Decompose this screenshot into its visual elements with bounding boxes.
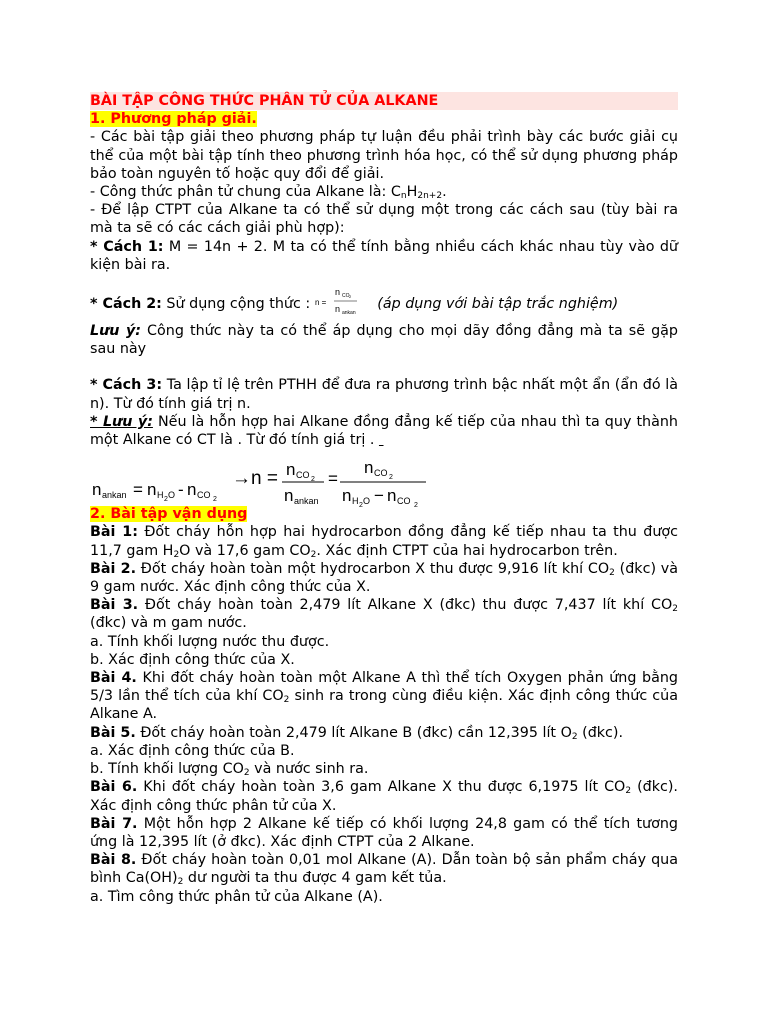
svg-text:-: -	[178, 480, 184, 500]
svg-text:n: n	[187, 480, 197, 500]
svg-text:2: 2	[389, 474, 393, 482]
section-heading-method: 1. Phương pháp giải.	[90, 111, 257, 128]
svg-text:2: 2	[359, 502, 363, 508]
method-paragraph-3: - Để lập CTPT của Alkane ta có thể sử dụng một trong các cách sau (tùy bài ra mà ta sẽ có các cách giải phù hợp):	[90, 202, 678, 237]
method-paragraph-2: - Công thức phân tử chung của Alkane là: $C_nH_{2n+2}$.	[90, 184, 447, 202]
note-2: * Lưu ý: Nếu là hỗn hợp hai Alkane đồng đẳng kế tiếp của nhau thì ta quy thành một Alkane có CT là . Từ đó tính giá trị .	[90, 413, 678, 449]
svg-text:CO: CO	[296, 470, 310, 481]
exercise-8: Bài 8. Đốt cháy hoàn toàn 0,01 mol Alkane (A). Dẫn toàn bộ sản phẩm cháy qua bình $Ca(OH)_2$ dư người ta thu được 4 gam kết tủa.	[90, 852, 678, 888]
svg-text:n: n	[147, 480, 157, 500]
document-content	[90, 92, 678, 906]
exercise-1: Bài 1: Đốt cháy hỗn hợp hai hydrocarbon đồng đẳng kế tiếp nhau ta thu được 11,7 gam $H_2O$ và 17,6 gam $CO_2$. Xác định CTPT của hai hydrocarbon trên.	[90, 524, 678, 560]
small-formula	[315, 286, 373, 322]
svg-text:n: n	[364, 458, 374, 478]
svg-text:n: n	[284, 486, 294, 506]
exercise-2: Bài 2. Đốt cháy hoàn toàn một hydrocarbon X thu được 9,916 lít khí $CO_2$ (đkc) và 9 gam nước. Xác định công thức của X.	[90, 560, 679, 596]
svg-text:n: n	[286, 460, 296, 480]
svg-text:n: n	[334, 287, 340, 298]
exercise-5a: a. Xác định công thức của B.	[90, 742, 295, 759]
method-way-2: * Cách 2: Sử dụng cộng thức : n = n CO 2 n ankan (áp dụng với bài tập trắc nghiệm)	[90, 286, 678, 322]
exercise-3a: a. Tính khối lượng nước thu được.	[90, 633, 330, 650]
svg-text:O: O	[363, 496, 371, 507]
svg-text:−: −	[374, 486, 384, 506]
exercise-6: Bài 6. Khi đốt cháy hoàn toàn 3,6 gam Alkane X thu được 6,1975 lít $CO_2$ (đkc). Xác định công thức phân tử của X.	[90, 779, 678, 814]
document-title: BÀI TẬP CÔNG THỨC PHÂN TỬ CỦA ALKANE	[90, 92, 678, 110]
method-way-3: * Cách 3: Ta lập tỉ lệ trên PTHH để đưa ra phương trình bậc nhất một ẩn (ẩn đó là n). Từ đó tính giá trị n.	[90, 377, 678, 412]
svg-text:n: n	[334, 304, 340, 315]
svg-text:2: 2	[311, 476, 315, 484]
svg-text:CO: CO	[374, 468, 388, 479]
svg-text:n =: n =	[314, 298, 327, 308]
svg-text:2: 2	[164, 496, 168, 504]
svg-text:→n =: →n =	[232, 468, 278, 490]
exercise-5b: b. Tính khối lượng $CO_2$ và nước sinh ra.	[90, 761, 369, 779]
svg-text:=: =	[133, 480, 143, 500]
svg-text:CO: CO	[197, 490, 211, 501]
method-paragraph-1: - Các bài tập giải theo phương pháp tự luận đều phải trình bày các bước giải cụ thể của một bài tập tính theo phương trình hóa học, có thể sử dụng phương pháp bảo toàn nguyên tố hoặc quy đổi để giải.	[90, 129, 678, 182]
exercise-4: Bài 4. Khi đốt cháy hoàn toàn một Alkane A thì thể tích Oxygen phản ứng bằng 5/3 lần thể tích của khí $CO_2$ sinh ra trong cùng điều kiện. Xác định công thức của Alkane A.	[90, 670, 679, 723]
exercise-8a: a. Tìm công thức phân tử của Alkane (A).	[90, 888, 383, 905]
svg-text:n: n	[342, 486, 352, 506]
svg-text:n: n	[387, 486, 397, 506]
svg-text:2: 2	[414, 502, 418, 508]
exercise-5: Bài 5. Đốt cháy hoàn toàn 2,479 lít Alkane B (đkc) cần 12,395 lít $O_2$ (đkc).	[90, 724, 624, 742]
exercise-7: Bài 7. Một hỗn hợp 2 Alkane kế tiếp có khối lượng 24,8 gam có thể tích tương ứng là 12,395 lít (ở đkc). Xác định CTPT của 2 Alkane.	[90, 815, 678, 850]
svg-text:2: 2	[213, 496, 217, 504]
svg-text:n: n	[92, 480, 102, 500]
svg-text:ankan: ankan	[102, 490, 127, 501]
note-1: Lưu ý: Công thức này ta có thể áp dụng cho mọi dãy đồng đẳng mà ta sẽ gặp sau này	[90, 323, 679, 358]
svg-text:ankan: ankan	[341, 310, 356, 317]
exercise-3b: b. Xác định công thức của X.	[90, 651, 295, 668]
main-formula	[90, 449, 678, 508]
svg-text:2: 2	[348, 294, 351, 300]
method-way-1: * Cách 1: M = 14n + 2. M ta có thể tính bằng nhiều cách khác nhau tùy vào dữ kiện bài ra.	[90, 238, 678, 273]
section-heading-exercises: 2. Bài tập vận dụng	[90, 506, 248, 523]
svg-text:H: H	[157, 490, 164, 501]
svg-text:CO: CO	[341, 293, 350, 300]
svg-text:CO: CO	[397, 496, 411, 507]
svg-text:O: O	[168, 490, 176, 501]
svg-text:ankan: ankan	[294, 496, 319, 507]
svg-text:=: =	[328, 469, 338, 489]
svg-text:H: H	[352, 496, 359, 507]
exercise-3: Bài 3. Đốt cháy hoàn toàn 2,479 lít Alkane X (đkc) thu được 7,437 lít khí $CO_2$ (đkc) và m gam nước.	[90, 597, 678, 632]
